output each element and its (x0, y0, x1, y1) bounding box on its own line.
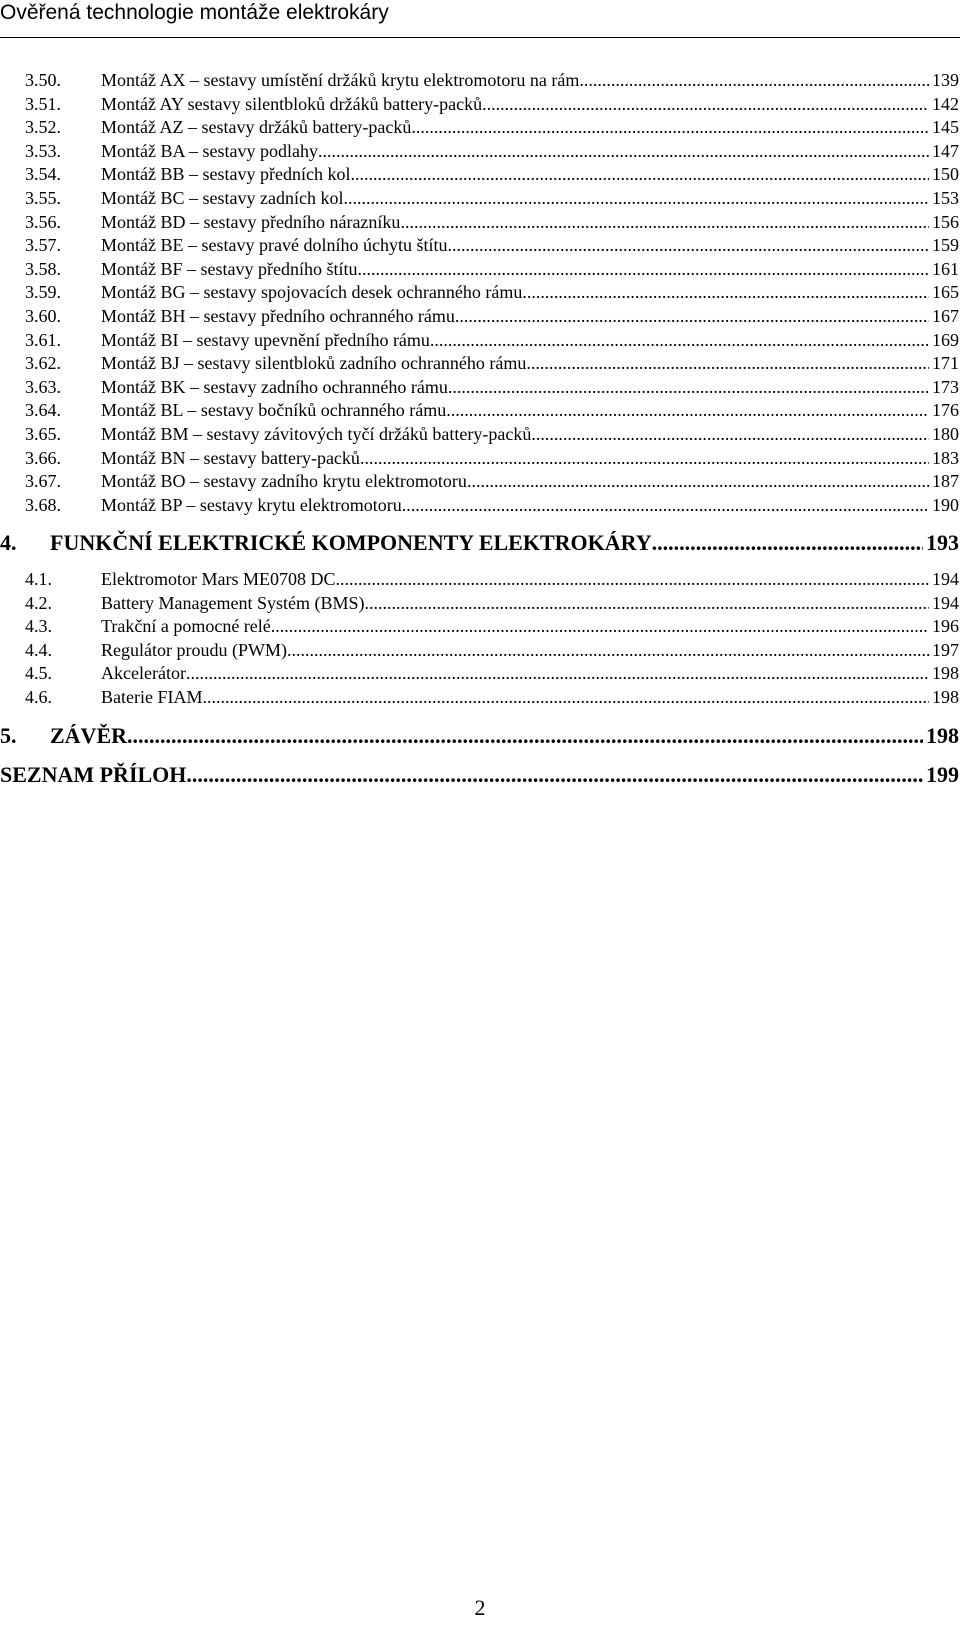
toc-entry[interactable] (25, 69, 959, 91)
toc-entry-page: 176 (932, 400, 959, 420)
toc-entry-number: 3.67. (25, 471, 61, 491)
toc-entry-page: 142 (932, 94, 959, 114)
toc-entry-page: 180 (932, 424, 959, 444)
toc-entry-title: SEZNAM PŘÍLOH (0, 762, 187, 787)
toc-entry-page: 173 (932, 377, 959, 397)
toc-entry-number: 3.64. (25, 400, 61, 420)
toc-entry-title: Akcelerátor (101, 663, 186, 683)
dot-leader (186, 761, 923, 789)
toc-entry-title: ZÁVĚR (50, 723, 128, 748)
toc-entry-number: 3.66. (25, 448, 61, 468)
dot-leader (455, 305, 929, 327)
dot-leader (447, 234, 929, 256)
toc-entry-page: 198 (926, 723, 959, 748)
toc-entry-page: 156 (932, 212, 959, 232)
toc-entry-title: Montáž BA – sestavy podlahy (101, 141, 318, 161)
toc-entry-number: 4.3. (25, 616, 52, 636)
toc-entry-page: 159 (932, 235, 959, 255)
toc-entry[interactable] (25, 211, 959, 233)
toc-entry-number: 3.53. (25, 141, 61, 161)
running-header (0, 0, 389, 26)
dot-leader (360, 447, 929, 469)
toc-entry-number: 4.4. (25, 640, 52, 660)
document-title: Ověřená technologie montáže elektrokáry (0, 1, 389, 24)
toc-entry-title: Montáž BB – sestavy předních kol (101, 164, 351, 184)
toc-entry-number: 3.59. (25, 282, 61, 302)
dot-leader (343, 187, 929, 209)
dot-leader (482, 93, 929, 115)
toc-entry-page: 198 (932, 663, 959, 683)
toc-entry[interactable] (25, 187, 959, 209)
dot-leader (202, 686, 929, 708)
toc-entry[interactable] (25, 686, 959, 708)
toc-entry[interactable] (25, 93, 959, 115)
dot-leader (402, 494, 929, 516)
dot-leader (287, 639, 929, 661)
toc-entry[interactable] (25, 329, 959, 351)
toc-entry-page: 145 (932, 117, 959, 137)
dot-leader (522, 281, 929, 303)
dot-leader (446, 399, 929, 421)
dot-leader (400, 211, 929, 233)
dot-leader (411, 116, 929, 138)
toc-entry[interactable] (25, 639, 959, 661)
toc-chapter-entry[interactable] (0, 761, 959, 789)
toc-entry[interactable] (25, 399, 959, 421)
toc-entry-title: Montáž BF – sestavy předního štítu (101, 259, 358, 279)
toc-entry-title: Baterie FIAM (101, 687, 203, 707)
toc-entry-number: 3.65. (25, 424, 61, 444)
dot-leader (350, 163, 929, 185)
dot-leader (357, 258, 929, 280)
toc-entry-title: Montáž BM – sestavy závitových tyčí držáků battery-packů (101, 424, 532, 444)
toc-entry-title: Montáž BJ – sestavy silentbloků zadního ochranného rámu (101, 353, 527, 373)
toc-entry-page: 193 (926, 530, 959, 555)
toc-entry-number: 3.61. (25, 330, 61, 350)
toc-entry-page: 190 (932, 495, 959, 515)
toc-entry-page: 194 (932, 569, 959, 589)
toc-entry-page: 169 (932, 330, 959, 350)
toc-entry-title: Montáž BL – sestavy bočníků ochranného rámu (101, 400, 447, 420)
toc-entry[interactable] (25, 568, 959, 590)
dot-leader (531, 423, 929, 445)
toc-entry[interactable] (25, 163, 959, 185)
toc-entry-page: 197 (932, 640, 959, 660)
toc-entry-title: Trakční a pomocné relé (101, 616, 271, 636)
dot-leader (579, 69, 929, 91)
toc-chapter-entry[interactable] (0, 722, 959, 750)
toc-entry[interactable] (25, 281, 959, 303)
toc-entry[interactable] (25, 423, 959, 445)
toc-entry-title: Montáž BE – sestavy pravé dolního úchytu štítu (101, 235, 448, 255)
toc-entry-title: Montáž BO – sestavy zadního krytu elektromotoru (101, 471, 467, 491)
dot-leader (318, 140, 929, 162)
toc-entry-number: 3.62. (25, 353, 61, 373)
toc-entry[interactable] (25, 376, 959, 398)
dot-leader (271, 615, 929, 637)
toc-entry-number: 3.52. (25, 117, 61, 137)
dot-leader (448, 376, 929, 398)
toc-entry-page: 147 (932, 141, 959, 161)
toc-entry-number: 3.50. (25, 70, 61, 90)
toc-entry[interactable] (25, 447, 959, 469)
toc-entry-title: Montáž BH – sestavy předního ochranného rámu (101, 306, 455, 326)
toc-entry-page: 183 (932, 448, 959, 468)
toc-entry-number: 3.60. (25, 306, 61, 326)
toc-entry-number: 3.51. (25, 94, 61, 114)
toc-entry-page: 139 (932, 70, 959, 90)
toc-entry-number: 4. (0, 530, 17, 555)
toc-entry-title: Elektromotor Mars ME0708 DC (101, 569, 336, 589)
dot-leader (335, 568, 929, 590)
toc-entry-page: 165 (932, 282, 959, 302)
dot-leader (652, 529, 923, 557)
dot-leader (526, 352, 929, 374)
toc-entry[interactable] (25, 258, 959, 280)
toc-entry-title: Montáž BP – sestavy krytu elektromotoru (101, 495, 402, 515)
toc-entry-number: 3.63. (25, 377, 61, 397)
toc-entry[interactable] (25, 352, 959, 374)
toc-entry[interactable] (25, 305, 959, 327)
toc-entry-page: 196 (932, 616, 959, 636)
dot-leader (364, 592, 929, 614)
toc-entry-page: 167 (932, 306, 959, 326)
dot-leader (467, 470, 929, 492)
toc-entry-page: 171 (932, 353, 959, 373)
toc-entry[interactable] (25, 615, 959, 637)
toc-entry-number: 3.58. (25, 259, 61, 279)
toc-entry-number: 4.6. (25, 687, 52, 707)
dot-leader (186, 662, 929, 684)
toc-entry-title: Montáž BC – sestavy zadních kol (101, 188, 344, 208)
toc-chapter-entry[interactable] (0, 529, 959, 557)
toc-entry[interactable] (25, 662, 959, 684)
dot-leader (430, 329, 929, 351)
page-number: 2 (474, 1595, 486, 1620)
toc-entry-title: Montáž BK – sestavy zadního ochranného rámu (101, 377, 448, 397)
toc-entry-page: 199 (926, 762, 959, 787)
toc-entry[interactable] (25, 592, 959, 614)
toc-entry-number: 4.2. (25, 593, 52, 613)
toc-entry[interactable] (25, 470, 959, 492)
toc-entry-title: Montáž AZ – sestavy držáků battery-packů (101, 117, 412, 137)
toc-entry-page: 153 (932, 188, 959, 208)
toc-entry-title: Montáž AY sestavy silentbloků držáků battery-packů (101, 94, 483, 114)
toc-entry-number: 5. (0, 723, 17, 748)
toc-entry-page: 150 (932, 164, 959, 184)
toc-entry-page: 161 (932, 259, 959, 279)
toc-entry-number: 4.1. (25, 569, 52, 589)
toc-entry-title: Regulátor proudu (PWM) (101, 640, 287, 660)
header-divider (0, 37, 960, 38)
toc-entry-number: 4.5. (25, 663, 52, 683)
toc-entry-page: 187 (932, 471, 959, 491)
toc-entry[interactable] (25, 140, 959, 162)
toc-entry-title: Montáž AX – sestavy umístění držáků krytu elektromotoru na rám (101, 70, 580, 90)
toc-entry-number: 3.54. (25, 164, 61, 184)
toc-entry[interactable] (25, 494, 959, 516)
toc-entry-title: Montáž BN – sestavy battery-packů (101, 448, 360, 468)
toc-entry[interactable] (25, 234, 959, 256)
toc-entry-number: 3.68. (25, 495, 61, 515)
toc-entry[interactable] (25, 116, 959, 138)
toc-entry-number: 3.56. (25, 212, 61, 232)
toc-entry-title: Montáž BG – sestavy spojovacích desek ochranného rámu (101, 282, 523, 302)
dot-leader (127, 722, 923, 750)
toc-entry-title: Montáž BD – sestavy předního nárazníku (101, 212, 401, 232)
toc-entry-page: 198 (932, 687, 959, 707)
toc-entry-page: 194 (932, 593, 959, 613)
toc-entry-title: FUNKČNÍ ELEKTRICKÉ KOMPONENTY ELEKTROKÁRY (50, 530, 652, 555)
toc-entry-number: 3.57. (25, 235, 61, 255)
toc-entry-number: 3.55. (25, 188, 61, 208)
toc-entry-title: Montáž BI – sestavy upevnění předního rámu (101, 330, 430, 350)
toc-entry-title: Battery Management Systém (BMS) (101, 593, 365, 613)
